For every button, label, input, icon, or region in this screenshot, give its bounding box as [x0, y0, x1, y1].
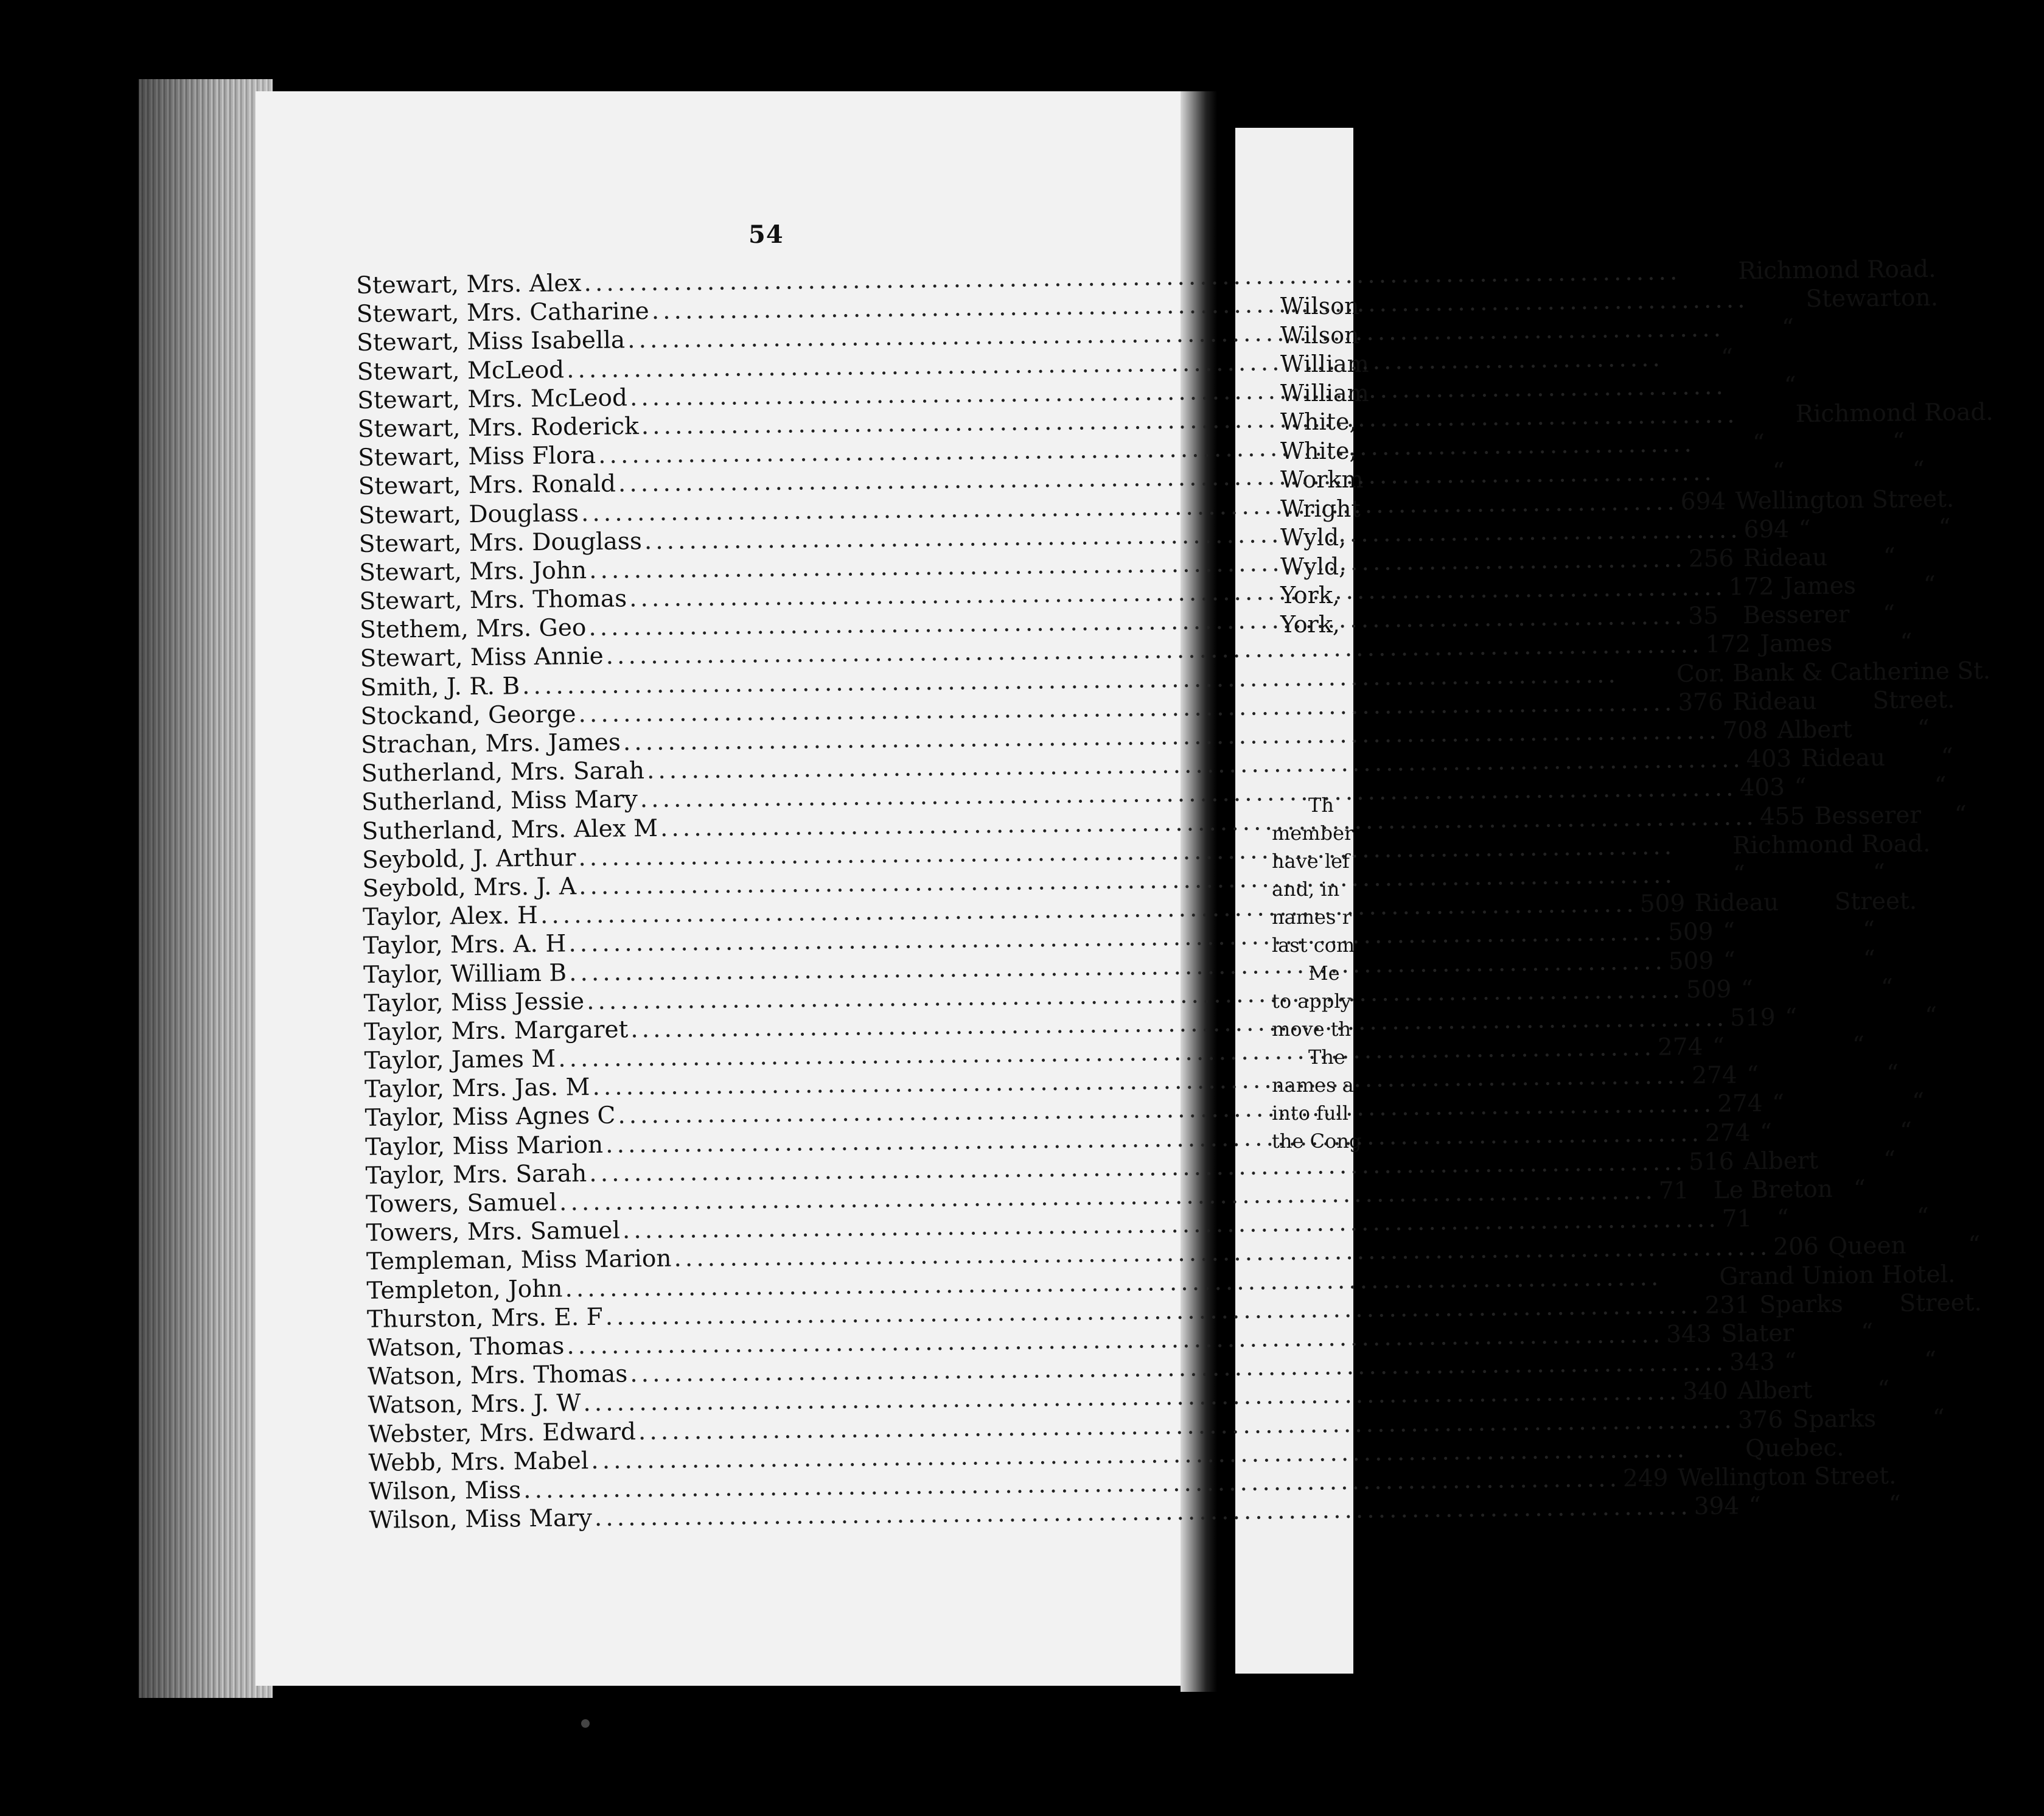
street-name: Albert [1777, 716, 1852, 744]
entry-name: Stewart, Mrs. Alex [356, 270, 582, 299]
house-number: 274 [1657, 1033, 1703, 1061]
house-number: 708 [1722, 716, 1768, 745]
street-name: Quebec. [1745, 1434, 1844, 1462]
street-name: Richmond Road. [1795, 398, 1993, 428]
entry-name: Taylor, Alex. H [362, 902, 539, 932]
street-suffix: “ [1862, 917, 1875, 945]
street-suffix [1990, 677, 2044, 678]
street-name: Le Breton [1713, 1175, 1833, 1204]
street-suffix: Street. [1834, 887, 1917, 916]
facing-page-text-line: member [1272, 822, 1354, 845]
page-number: 54 [748, 220, 784, 249]
street-name: Cor. Bank & Catherine St. [1676, 657, 1991, 688]
entry-name: Watson, Thomas [367, 1332, 565, 1362]
entry-name: Taylor, William B [363, 959, 567, 989]
facing-page-text-line: and, in [1272, 878, 1340, 901]
house-number [1727, 336, 1777, 337]
entry-name: Sutherland, Mrs. Alex M [361, 814, 658, 845]
street-suffix: “ [1899, 1117, 1913, 1145]
street-name: “ [1784, 1348, 1797, 1376]
street-name: “ [1798, 515, 1811, 543]
street-name: Rideau [1801, 744, 1886, 773]
street-suffix: “ [1883, 543, 1896, 571]
street-name: Slater [1720, 1319, 1795, 1348]
facing-page-text-line: have lef [1272, 850, 1350, 873]
street-suffix: “ [1886, 1060, 1899, 1088]
entry-name: Stewart, Mrs. Catharine [356, 298, 649, 329]
house-number: 256 [1688, 545, 1734, 573]
house-number [1729, 393, 1779, 394]
entry-name: Stewart, Mrs. Thomas [359, 585, 627, 616]
facing-page-text-line: Me [1308, 962, 1340, 985]
house-number: 455 [1759, 802, 1805, 831]
entry-name: Smith, J. R. B [360, 672, 520, 702]
entry-name: Templeton, John [366, 1275, 563, 1305]
entry-name: Sutherland, Mrs. Sarah [361, 757, 645, 788]
entry-name: Stewart, McLeod [357, 355, 565, 386]
house-number: 274 [1704, 1119, 1751, 1147]
street-suffix: “ [1916, 1203, 1929, 1231]
entry-name: Stethem, Mrs. Geo [359, 614, 587, 644]
house-number: 172 [1728, 573, 1774, 601]
entry-name: Towers, Samuel [365, 1189, 557, 1218]
house-number: 509 [1667, 918, 1714, 946]
entry-name: Taylor, Miss Jessie [363, 987, 585, 1018]
house-number: 172 [1705, 630, 1751, 659]
street-suffix: “ [1941, 743, 1953, 771]
entry-name: Watson, Mrs. Thomas [367, 1360, 628, 1391]
street-name: Besserer [1814, 801, 1922, 830]
entry-name: Taylor, Mrs. Sarah [365, 1159, 587, 1190]
street-name: “ [1722, 918, 1735, 946]
entry-name: Webb, Mrs. Mabel [368, 1447, 589, 1477]
entry-name: Stewart, Miss Isabella [356, 326, 626, 357]
page-stack-edge [139, 79, 273, 1698]
facing-page-list-item: Wyld, [1280, 553, 1347, 580]
house-number: 231 [1704, 1291, 1751, 1319]
street-name: “ [1740, 975, 1754, 1003]
entry-name: Wilson, Miss [368, 1476, 521, 1506]
street-suffix: “ [1934, 772, 1947, 800]
entry-name: Stewart, Mrs. Douglass [358, 527, 643, 558]
street-name: James [1783, 572, 1857, 601]
house-number [1698, 451, 1748, 452]
facing-page-list-item: Wright [1280, 495, 1361, 522]
street-name: “ [1748, 1492, 1761, 1520]
facing-page-list-item: White, [1280, 408, 1357, 435]
house-number: 71 [1721, 1205, 1753, 1233]
entry-name: Seybold, Mrs. J. A [362, 873, 577, 903]
house-number: 274 [1692, 1061, 1737, 1090]
street-suffix [1993, 419, 2044, 420]
facing-page-text-line: last com [1272, 934, 1355, 957]
street-name: Besserer [1742, 601, 1850, 630]
facing-page-list-item: William [1280, 351, 1369, 377]
street-name: “ [1772, 458, 1785, 486]
entry-name: Taylor, Miss Marion [365, 1131, 604, 1161]
street-suffix: Street. [1872, 686, 1955, 714]
street-name: “ [1784, 371, 1796, 400]
house-number: 403 [1746, 745, 1792, 774]
house-number: 694 [1743, 515, 1790, 543]
street-suffix: “ [1863, 945, 1876, 973]
entry-name: Stewart, Miss Annie [360, 643, 604, 673]
street-suffix: “ [1924, 1347, 1937, 1375]
house-number [1678, 853, 1728, 854]
entry-name: Taylor, Mrs. A. H [363, 930, 567, 960]
facing-page-text-line: Th [1308, 794, 1334, 817]
house-number: 35 [1687, 602, 1719, 630]
street-suffix: “ [1954, 800, 1967, 829]
house-number: 376 [1737, 1406, 1784, 1434]
house-number: 343 [1666, 1320, 1712, 1349]
house-number: 340 [1682, 1377, 1728, 1406]
street-suffix: “ [1917, 714, 1930, 743]
house-number: 343 [1729, 1348, 1775, 1377]
house-number: 376 [1678, 688, 1724, 717]
street-suffix: “ [1860, 1318, 1874, 1347]
street-suffix: “ [1938, 514, 1951, 542]
house-number: 403 [1739, 774, 1785, 802]
street-suffix: Street. [1899, 1288, 1982, 1318]
facing-page-text-line: the Cong [1272, 1130, 1362, 1153]
street-name: Rideau [1694, 889, 1779, 918]
street-suffix: “ [1872, 859, 1886, 887]
street-suffix: “ [1923, 571, 1936, 599]
entry-name: Watson, Mrs. J. W [368, 1389, 581, 1420]
facing-page-text-line: into full [1272, 1102, 1349, 1125]
house-number: 519 [1729, 1004, 1776, 1032]
entry-name: Strachan, Mrs. James [360, 728, 621, 759]
street-name: Richmond Road. [1738, 255, 1936, 285]
street-suffix: “ [1852, 1032, 1865, 1060]
street-name: Rideau [1732, 687, 1817, 716]
street-suffix: “ [1912, 456, 1925, 484]
facing-page-list-item: White, [1280, 437, 1357, 464]
street-suffix: “ [1880, 974, 1894, 1002]
house-number: 509 [1639, 890, 1686, 918]
entry-name: Taylor, James M [364, 1045, 556, 1075]
street-name: “ [1712, 1033, 1725, 1061]
street-name: “ [1752, 429, 1765, 458]
street-name: “ [1784, 1004, 1798, 1032]
street-name: “ [1794, 774, 1807, 801]
entry-name: Thurston, Mrs. E. F [366, 1303, 603, 1333]
street-suffix: “ [1883, 1146, 1896, 1174]
street-name: Wellington Street. [1735, 485, 1955, 515]
street-name: “ [1781, 314, 1795, 342]
entry-name: Stewart, Mrs. McLeod [357, 384, 628, 414]
street-name: “ [1759, 1119, 1773, 1147]
facing-page-text-line: to apply [1272, 990, 1352, 1013]
house-number: 71 [1658, 1177, 1689, 1205]
street-suffix: “ [1911, 1088, 1925, 1116]
entry-name: Taylor, Mrs. Jas. M [364, 1074, 590, 1104]
entry-name: Stewart, Mrs. Ronald [358, 470, 616, 501]
street-name: Queen [1828, 1232, 1906, 1261]
house-number: 694 [1680, 487, 1726, 515]
house-number: 394 [1693, 1492, 1740, 1521]
house-number: 509 [1668, 947, 1714, 975]
street-suffix: “ [1877, 1376, 1890, 1404]
street-suffix: “ [1892, 428, 1905, 456]
facing-page-text-line: names a [1272, 1074, 1354, 1097]
entry-name: Stewart, Mrs. John [358, 556, 587, 587]
entry-name: Sutherland, Miss Mary [361, 786, 638, 817]
entry-name: Stewart, Mrs. Roderick [357, 413, 640, 443]
entry-name: Towers, Mrs. Samuel [366, 1217, 621, 1248]
house-number [1690, 1456, 1740, 1457]
street-suffix: “ [1968, 1231, 1981, 1259]
facing-page-text-line: move th [1272, 1018, 1352, 1041]
street-suffix [1936, 276, 2009, 277]
house-number: 516 [1688, 1148, 1734, 1176]
entry-name: Templeman, Miss Marion [366, 1245, 672, 1276]
ink-blot [581, 1719, 590, 1728]
facing-page-list-item: William [1280, 379, 1369, 407]
street-name: “ [1776, 1204, 1789, 1232]
street-name: Sparks [1759, 1290, 1843, 1319]
facing-page-list-item: Wilson [1280, 293, 1359, 320]
street-name: “ [1723, 946, 1736, 975]
street-name: Sparks [1792, 1405, 1877, 1433]
street-name: Wellington Street. [1677, 1462, 1897, 1492]
street-suffix: “ [1932, 1404, 1945, 1432]
entry-name: Stewart, Douglass [358, 499, 579, 529]
facing-page-list-item: Workm [1280, 466, 1364, 493]
facing-page-text-line: names r [1272, 906, 1352, 929]
facing-page-list-item: Wilson [1280, 321, 1359, 349]
street-name: Richmond Road. [1732, 829, 1931, 860]
house-number: 249 [1622, 1464, 1669, 1493]
street-suffix: “ [1924, 1002, 1938, 1030]
street-name: James [1760, 630, 1833, 658]
entry-name: Webster, Mrs. Edward [368, 1417, 637, 1448]
facing-page-list-item: York, [1280, 582, 1340, 609]
street-suffix: “ [1882, 600, 1896, 629]
street-name: Rideau [1743, 543, 1828, 573]
entry-name: Stockand, George [360, 700, 576, 730]
house-number: 206 [1773, 1233, 1819, 1262]
house-number: 509 [1686, 976, 1732, 1004]
entry-name: Taylor, Mrs. Margaret [363, 1016, 629, 1046]
street-name: “ [1732, 861, 1746, 889]
street-name: Stewarton. [1805, 284, 1939, 313]
facing-page-list-item: York, [1280, 610, 1340, 638]
street-name: Grand Union Hotel. [1719, 1260, 1956, 1291]
entry-name: Taylor, Miss Agnes C [365, 1102, 616, 1133]
entry-name: Seybold, J. Arthur [361, 844, 576, 874]
house-number [1664, 1284, 1714, 1285]
street-suffix: “ [1888, 1490, 1901, 1518]
street-name: Albert [1737, 1377, 1813, 1405]
street-name: “ [1720, 343, 1734, 372]
street-name: “ [1771, 1089, 1785, 1118]
entry-name: Stewart, Miss Flora [357, 442, 596, 472]
house-number: 274 [1717, 1090, 1763, 1119]
street-suffix [1956, 1281, 2029, 1282]
facing-page-list-item: Wyld, [1280, 524, 1347, 551]
street-suffix: “ [1900, 629, 1913, 657]
street-suffix: “ [1853, 1175, 1866, 1203]
street-suffix [1938, 305, 2011, 306]
facing-page-text-line: The [1308, 1046, 1345, 1069]
entry-name: Wilson, Miss Mary [369, 1504, 593, 1534]
street-name: “ [1746, 1061, 1759, 1089]
house-number [1666, 365, 1716, 366]
street-name: Albert [1743, 1147, 1819, 1176]
street-suffix [1931, 850, 2004, 851]
